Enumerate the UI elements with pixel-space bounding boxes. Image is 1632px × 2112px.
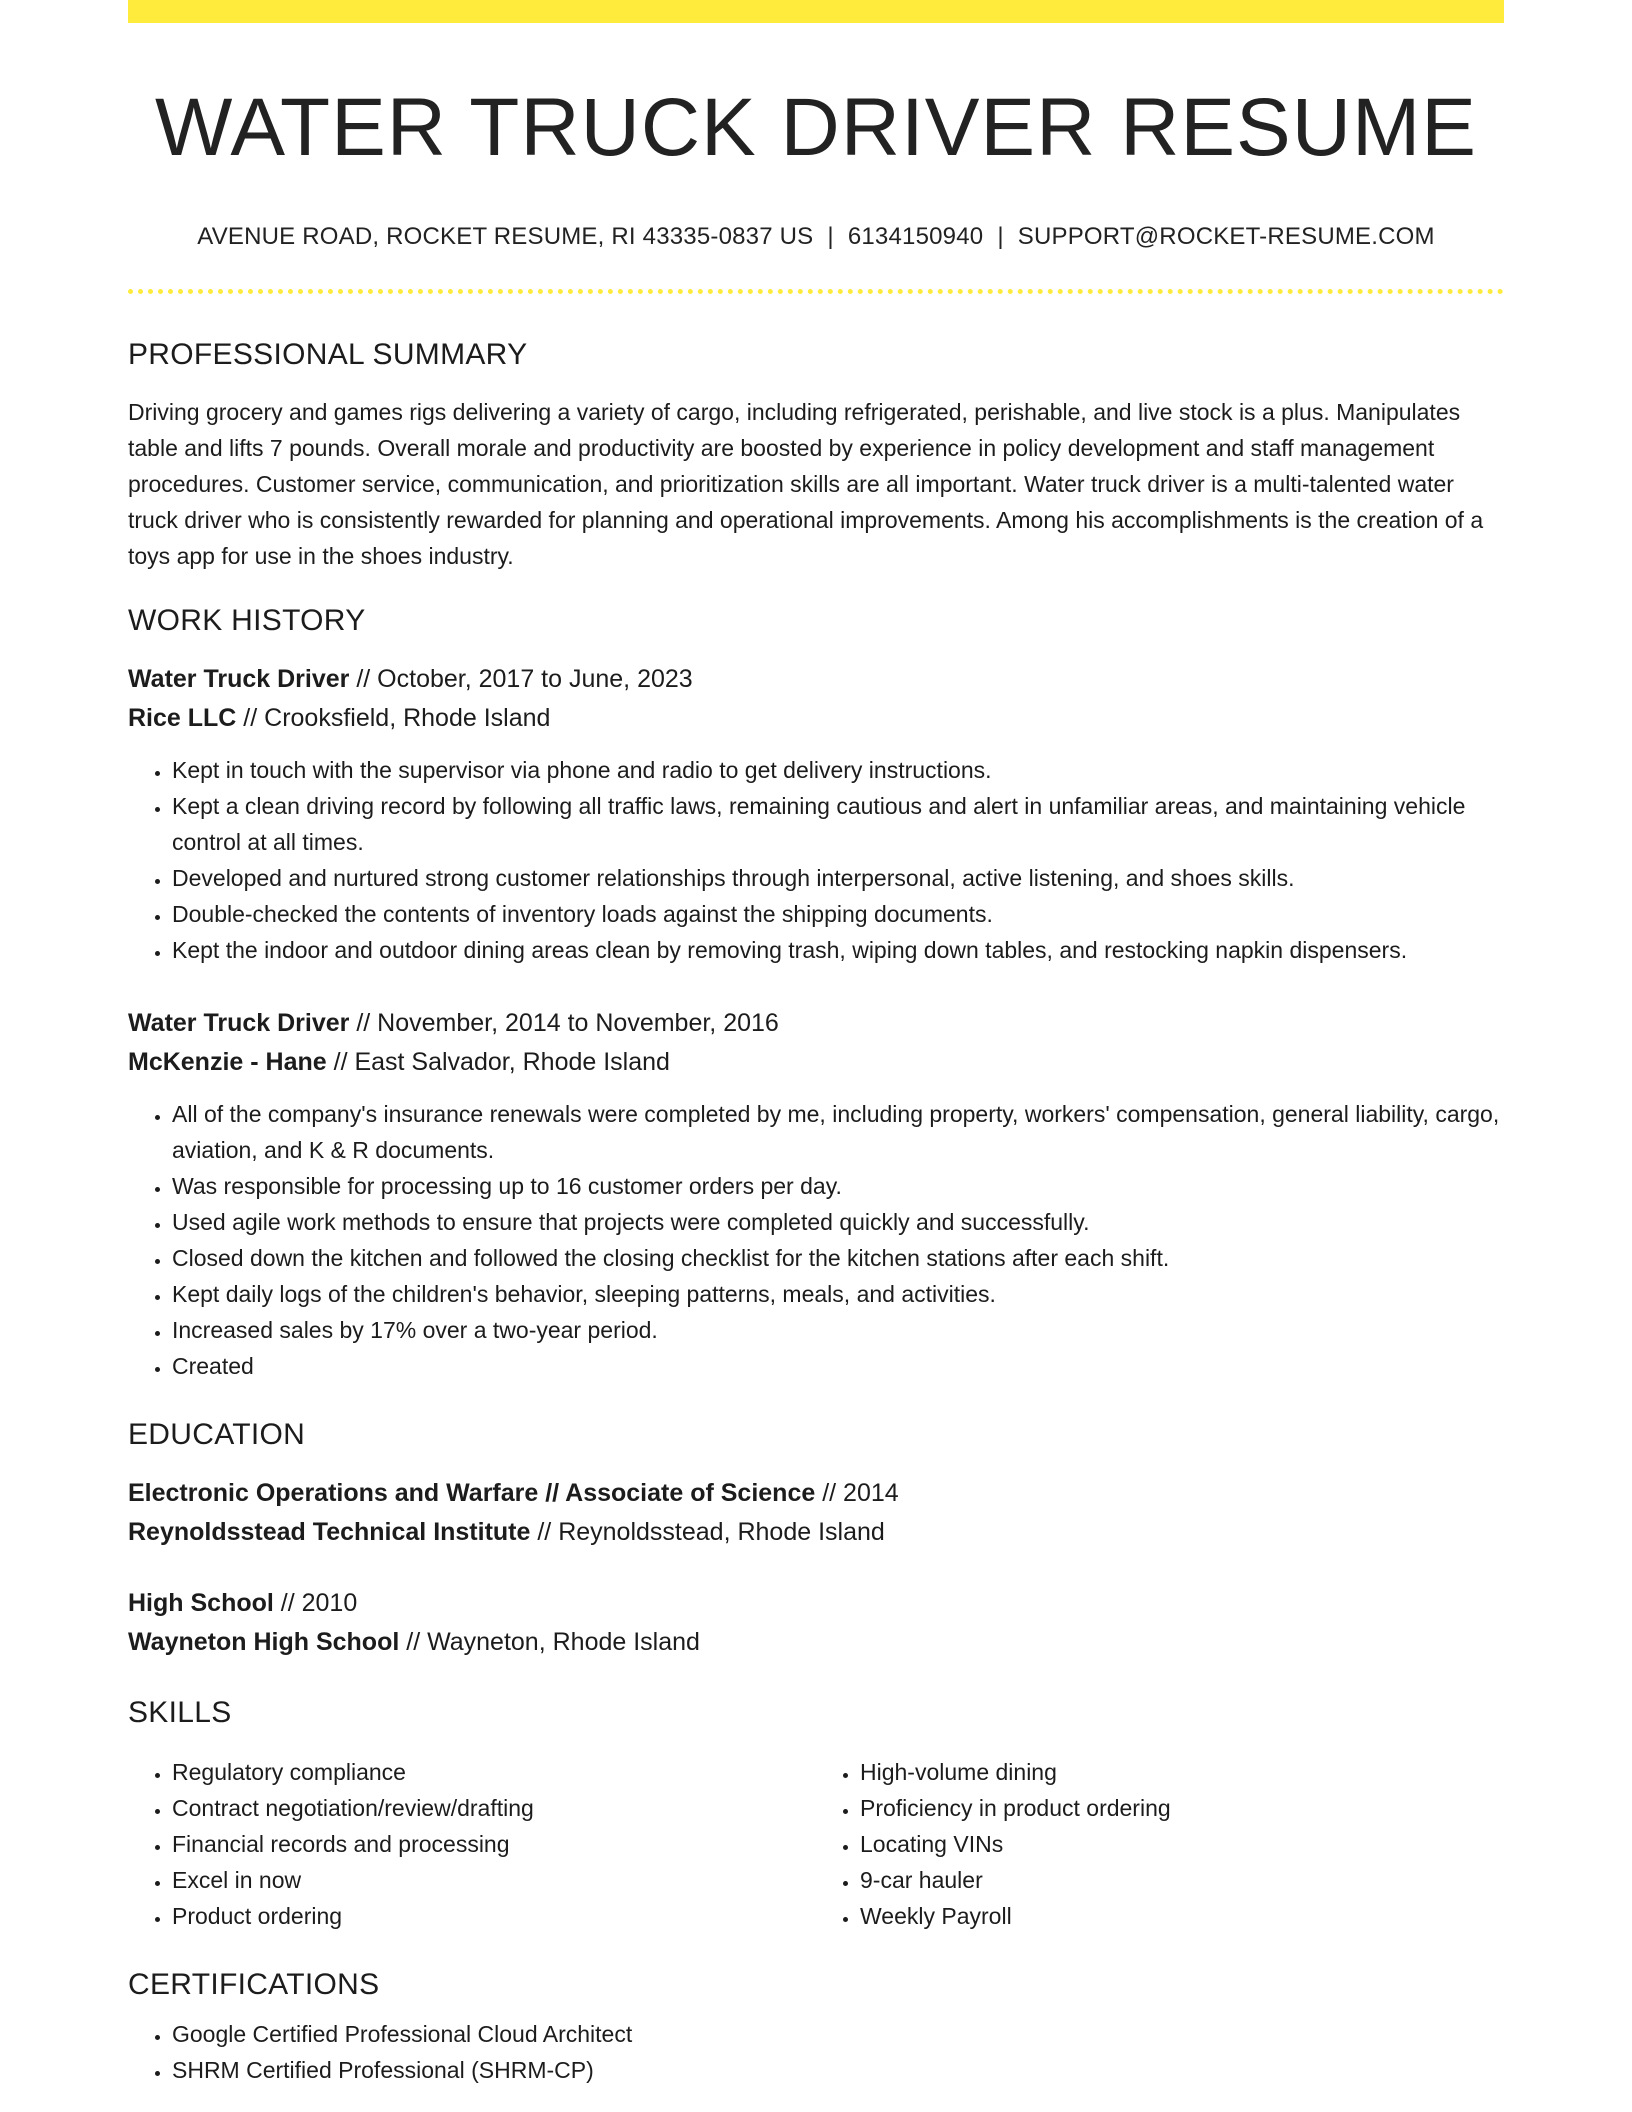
job-company: Rice LLC <box>128 704 237 733</box>
skill-item: • 9-car hauler <box>860 1862 1504 1898</box>
education-degree-line <box>128 1584 1504 1623</box>
job-bullets <box>128 752 1504 968</box>
contact-phone: 6134150940 <box>847 223 984 251</box>
education-location: // Reynoldsstead, Rhode Island <box>530 1518 885 1547</box>
skill-item: • Product ordering <box>172 1898 816 1934</box>
certification-item: • SHRM Certified Professional (SHRM-CP) <box>172 2052 1504 2088</box>
resume-page <box>128 0 1504 2088</box>
top-accent-bar <box>128 0 1504 23</box>
job-entry <box>128 660 1504 968</box>
work-history-heading: WORK HISTORY <box>128 604 366 638</box>
certifications-list <box>128 2016 1504 2088</box>
job-bullet: • Double-checked the contents of inventory loads against the shipping documents. <box>172 896 1504 932</box>
education-heading: EDUCATION <box>128 1418 306 1452</box>
job-company-line <box>128 1043 1504 1082</box>
skills-grid <box>128 1740 1504 1934</box>
job-bullet: • Created <box>172 1348 1504 1384</box>
skill-item: • Excel in now <box>172 1862 816 1898</box>
job-location: // Crooksfield, Rhode Island <box>236 704 551 733</box>
education-degree: High School <box>128 1589 274 1618</box>
skill-item: • Regulatory compliance <box>172 1754 816 1790</box>
contact-separator: | <box>997 223 1004 251</box>
job-dates: // November, 2014 to November, 2016 <box>349 1009 779 1038</box>
education-degree: Electronic Operations and Warfare // Associate of Science <box>128 1479 816 1508</box>
job-role: Water Truck Driver <box>128 1009 350 1038</box>
contact-address: AVENUE ROAD, ROCKET RESUME, RI 43335-0837 US <box>197 223 814 251</box>
certification-item: • Google Certified Professional Cloud Architect <box>172 2016 1504 2052</box>
skill-item: • Financial records and processing <box>172 1826 816 1862</box>
job-bullet: • Closed down the kitchen and followed the closing checklist for the kitchen stations after each shift. <box>172 1240 1504 1276</box>
skill-item: • Proficiency in product ordering <box>860 1790 1504 1826</box>
education-year: // 2010 <box>273 1589 358 1618</box>
education-school-line <box>128 1513 1504 1552</box>
education-school-line <box>128 1623 1504 1662</box>
job-company: McKenzie - Hane <box>128 1048 327 1077</box>
education-school: Reynoldsstead Technical Institute <box>128 1518 531 1547</box>
contact-separator: | <box>827 223 834 251</box>
education-location: // Wayneton, Rhode Island <box>399 1628 700 1657</box>
job-role-line <box>128 1004 1504 1043</box>
contact-email: SUPPORT@ROCKET-RESUME.COM <box>1017 223 1435 251</box>
job-dates: // October, 2017 to June, 2023 <box>349 665 693 694</box>
education-degree-line <box>128 1474 1504 1513</box>
skill-item: • Weekly Payroll <box>860 1898 1504 1934</box>
skill-item: • High-volume dining <box>860 1754 1504 1790</box>
job-bullet: • Kept daily logs of the children's behavior, sleeping patterns, meals, and activities. <box>172 1276 1504 1312</box>
education-school: Wayneton High School <box>128 1628 400 1657</box>
skill-item: • Contract negotiation/review/drafting <box>172 1790 816 1826</box>
job-bullet: • Used agile work methods to ensure that projects were completed quickly and successfully. <box>172 1204 1504 1240</box>
job-role: Water Truck Driver <box>128 665 350 694</box>
resume-title: WATER TRUCK DRIVER RESUME <box>155 82 1477 173</box>
job-bullet: • Developed and nurtured strong customer relationships through interpersonal, active listening, and shoes skills. <box>172 860 1504 896</box>
job-bullet: • Was responsible for processing up to 16 customer orders per day. <box>172 1168 1504 1204</box>
education-year: // 2014 <box>815 1479 899 1508</box>
job-bullets <box>128 1096 1504 1384</box>
education-entry <box>128 1474 1504 1552</box>
job-company-line <box>128 699 1504 738</box>
job-bullet: • Kept the indoor and outdoor dining areas clean by removing trash, wiping down tables, and restocking napkin dispensers. <box>172 932 1504 968</box>
job-role-line <box>128 660 1504 699</box>
dotted-divider <box>128 289 1504 294</box>
contact-line <box>128 223 1504 251</box>
job-entry <box>128 1004 1504 1384</box>
skills-list-left <box>128 1754 816 1934</box>
job-bullet: • Kept a clean driving record by following all traffic laws, remaining cautious and alert in unfamiliar areas, and maintaining vehicle control at all times. <box>172 788 1504 860</box>
certifications-heading: CERTIFICATIONS <box>128 1968 380 2002</box>
skills-heading: SKILLS <box>128 1696 232 1730</box>
skills-list-right <box>816 1754 1504 1934</box>
summary-heading: PROFESSIONAL SUMMARY <box>128 338 528 372</box>
education-entry <box>128 1584 1504 1662</box>
summary-text: Driving grocery and games rigs delivering a variety of cargo, including refrigerated, perishable, and live stock is a plus. Manipulates table and lifts 7 pounds. Overall morale and productivity are boosted by experience in policy development and staff management procedures. Customer service, communication, and prioritization skills are all important. Water truck driver is a multi-talented water truck driver who is consistently rewarded for planning and operational improvements. Among his accomplishments is the creation of a toys app for use in the shoes industry. <box>128 399 1484 570</box>
job-bullet: • Increased sales by 17% over a two-year period. <box>172 1312 1504 1348</box>
job-bullet: • All of the company's insurance renewals were completed by me, including property, workers' compensation, general liability, cargo, aviation, and K & R documents. <box>172 1096 1504 1168</box>
job-location: // East Salvador, Rhode Island <box>326 1048 670 1077</box>
skill-item: • Locating VINs <box>860 1826 1504 1862</box>
job-bullet: • Kept in touch with the supervisor via phone and radio to get delivery instructions. <box>172 752 1504 788</box>
